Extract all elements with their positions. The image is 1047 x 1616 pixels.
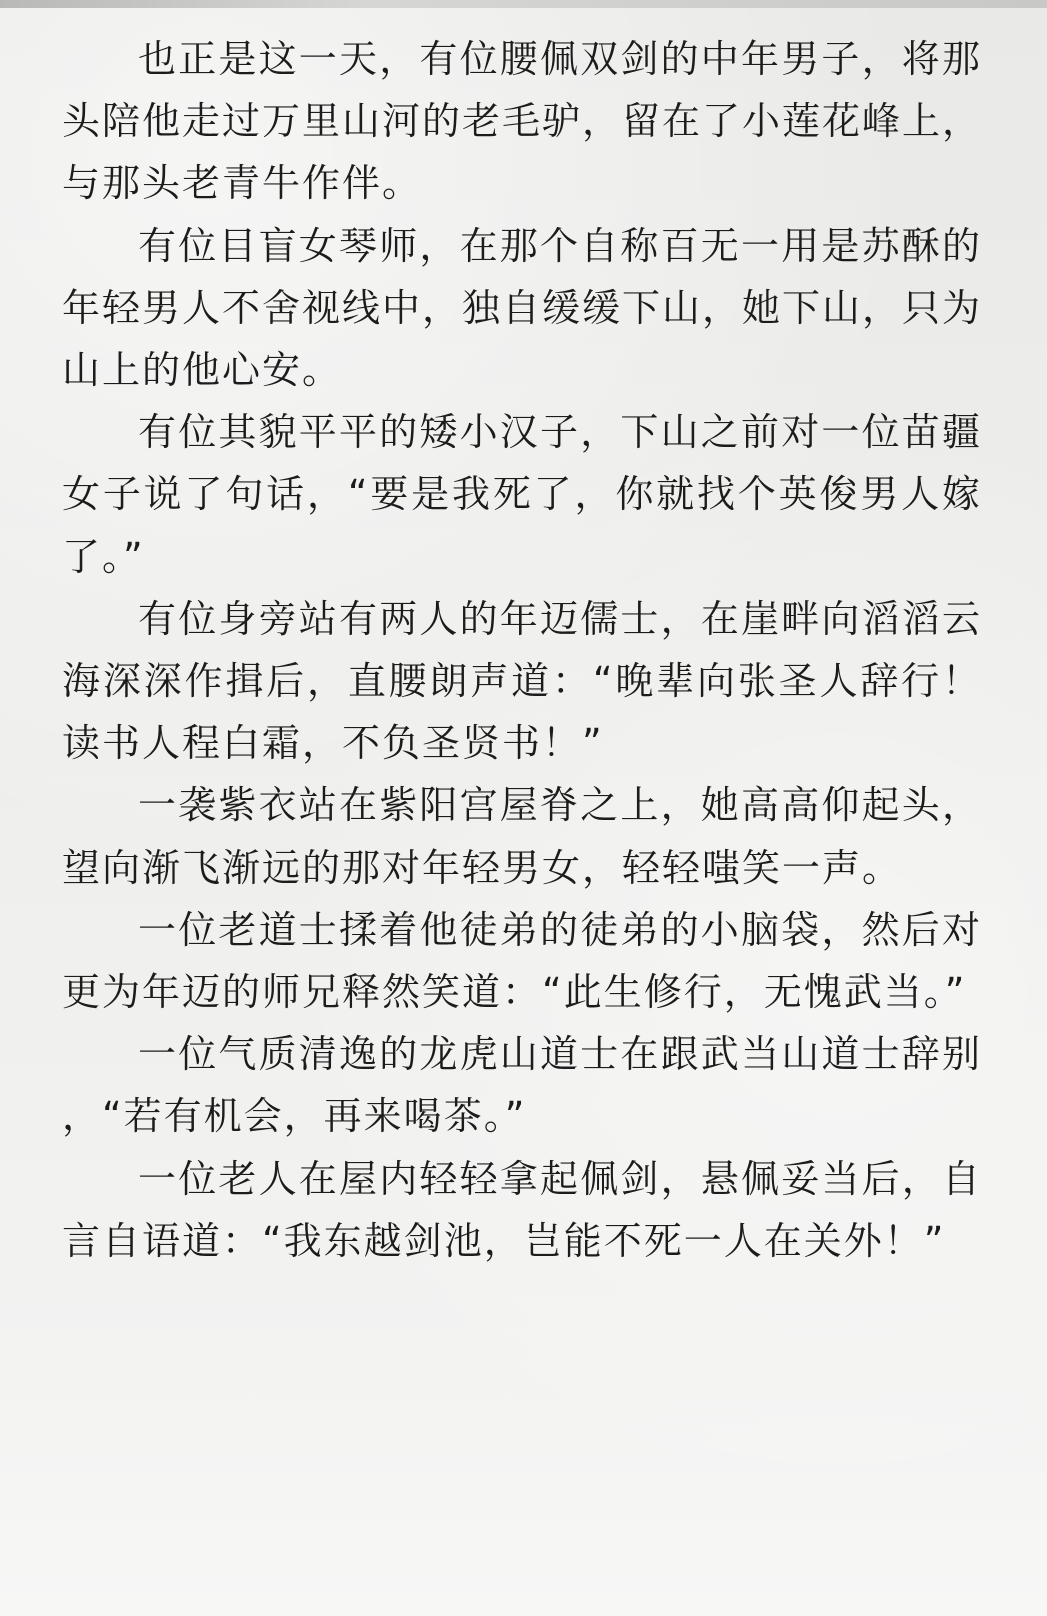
paragraph-1: 也正是这一天，有位腰佩双剑的中年男子，将那头陪他走过万里山河的老毛驴，留在了小莲花峰上，与那头老青牛作伴。 [62,37,983,206]
paragraph-6: 一位老道士揉着他徒弟的徒弟的小脑袋，然后对更为年迈的师兄释然笑道：“此生修行，无愧武当。” [62,907,982,1015]
paragraph-8: 一位老人在屋内轻轻拿起佩剑，悬佩妥当后，自言自语道：“我东越剑池，岂能不死一人在关外！” [62,1156,982,1263]
paragraph-4: 有位身旁站有两人的年迈儒士，在崖畔向滔滔云海深深作揖后，直腰朗声道：“晚辈向张圣人辞行！读书人程白霜，不负圣贤书！” [62,596,982,766]
text-body [62,28,982,1272]
paragraph-3: 有位其貌平平的矮小汉子，下山之前对一位苗疆女子说了句话，“要是我死了，你就找个英俊男人嫁了。” [62,410,982,579]
top-bar [0,0,1047,8]
paragraph-7: 一位气质清逸的龙虎山道士在跟武当山道士辞别，“若有机会，再来喝茶。” [62,1032,982,1139]
paragraph-5: 一袭紫衣站在紫阳宫屋脊之上，她高高仰起头，望向渐飞渐远的那对年轻男女，轻轻嗤笑一声。 [62,783,982,890]
paragraph-2: 有位目盲女琴师，在那个自称百无一用是苏酥的年轻男人不舍视线中，独自缓缓下山，她下山，只为山上的他心安。 [62,223,983,393]
